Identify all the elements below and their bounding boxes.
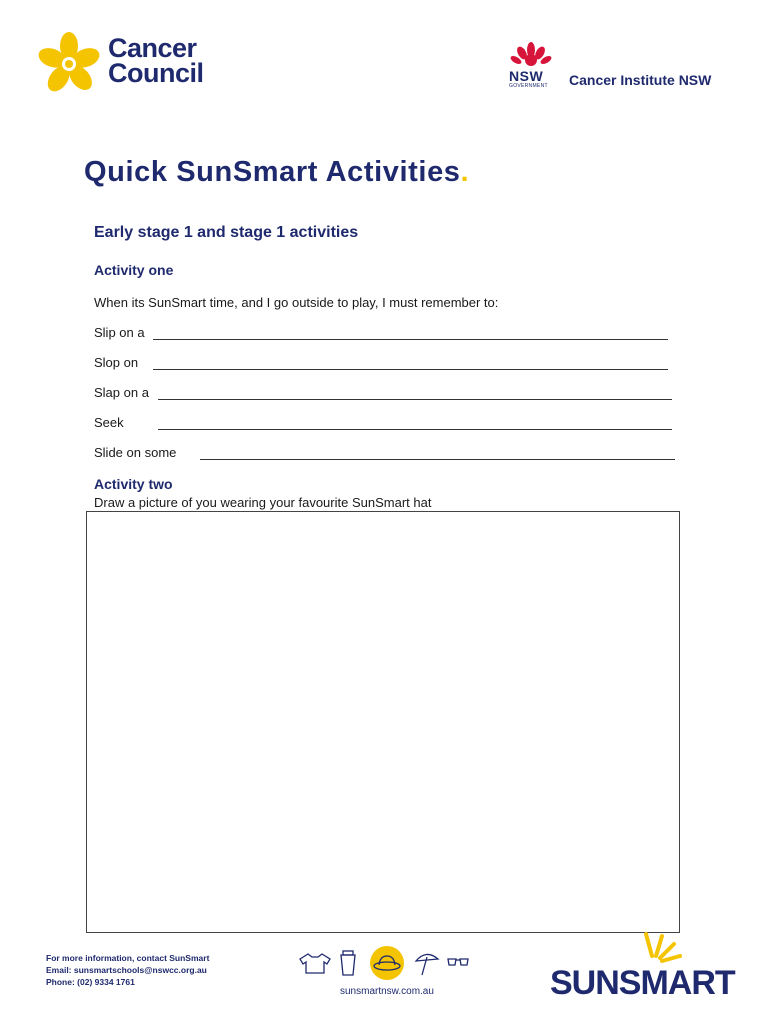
fill-in-label-slide: Slide on some xyxy=(94,445,177,460)
daffodil-icon xyxy=(34,32,104,96)
nsw-wordmark: NSW xyxy=(509,68,544,84)
sun-rays-icon xyxy=(646,934,680,961)
activity-two-instruction: Draw a picture of you wearing your favourite SunSmart hat xyxy=(94,495,432,510)
page-title: Quick SunSmart Activities. xyxy=(84,156,470,188)
activity-one-intro: When its SunSmart time, and I go outside to play, I must remember to: xyxy=(94,295,499,310)
activity-one-heading: Activity one xyxy=(94,262,174,278)
cancer-institute-nsw-label: Cancer Institute NSW xyxy=(569,72,712,88)
fill-in-label-seek: Seek xyxy=(94,415,124,430)
shirt-icon xyxy=(300,954,330,973)
fill-in-line-slip[interactable] xyxy=(153,339,668,340)
fill-in-line-slap[interactable] xyxy=(158,399,672,400)
fill-in-line-slop[interactable] xyxy=(153,369,668,370)
fill-in-line-seek[interactable] xyxy=(158,429,672,430)
website-url: sunsmartnsw.com.au xyxy=(340,986,434,997)
sunscreen-icon xyxy=(341,951,355,975)
cancer-council-wordmark: Cancer Council xyxy=(108,33,204,88)
fill-in-label-slop: Slop on xyxy=(94,355,139,370)
drawing-area[interactable] xyxy=(86,511,680,933)
sunsmart-logo xyxy=(548,928,735,1004)
sunglasses-icon xyxy=(448,959,468,965)
fill-in-label-slap: Slap on a xyxy=(94,385,149,400)
umbrella-icon xyxy=(416,954,438,975)
contact-info: For more information, contact SunSmart Email: sunsmartschools@nswcc.org.au Phone: (02) 9334 1761 xyxy=(46,953,210,987)
sunsmart-icons-row xyxy=(296,945,476,983)
fill-in-label-slip: Slip on a xyxy=(94,325,145,340)
activity-two-heading: Activity two xyxy=(94,476,173,492)
hat-icon xyxy=(370,946,404,980)
nsw-government-label: GOVERNMENT xyxy=(509,83,548,89)
sunsmart-wordmark: SUNSMART xyxy=(550,964,735,1002)
title-accent-dot: . xyxy=(460,156,470,188)
section-subtitle: Early stage 1 and stage 1 activities xyxy=(94,224,359,241)
fill-in-line-slide[interactable] xyxy=(200,459,675,460)
